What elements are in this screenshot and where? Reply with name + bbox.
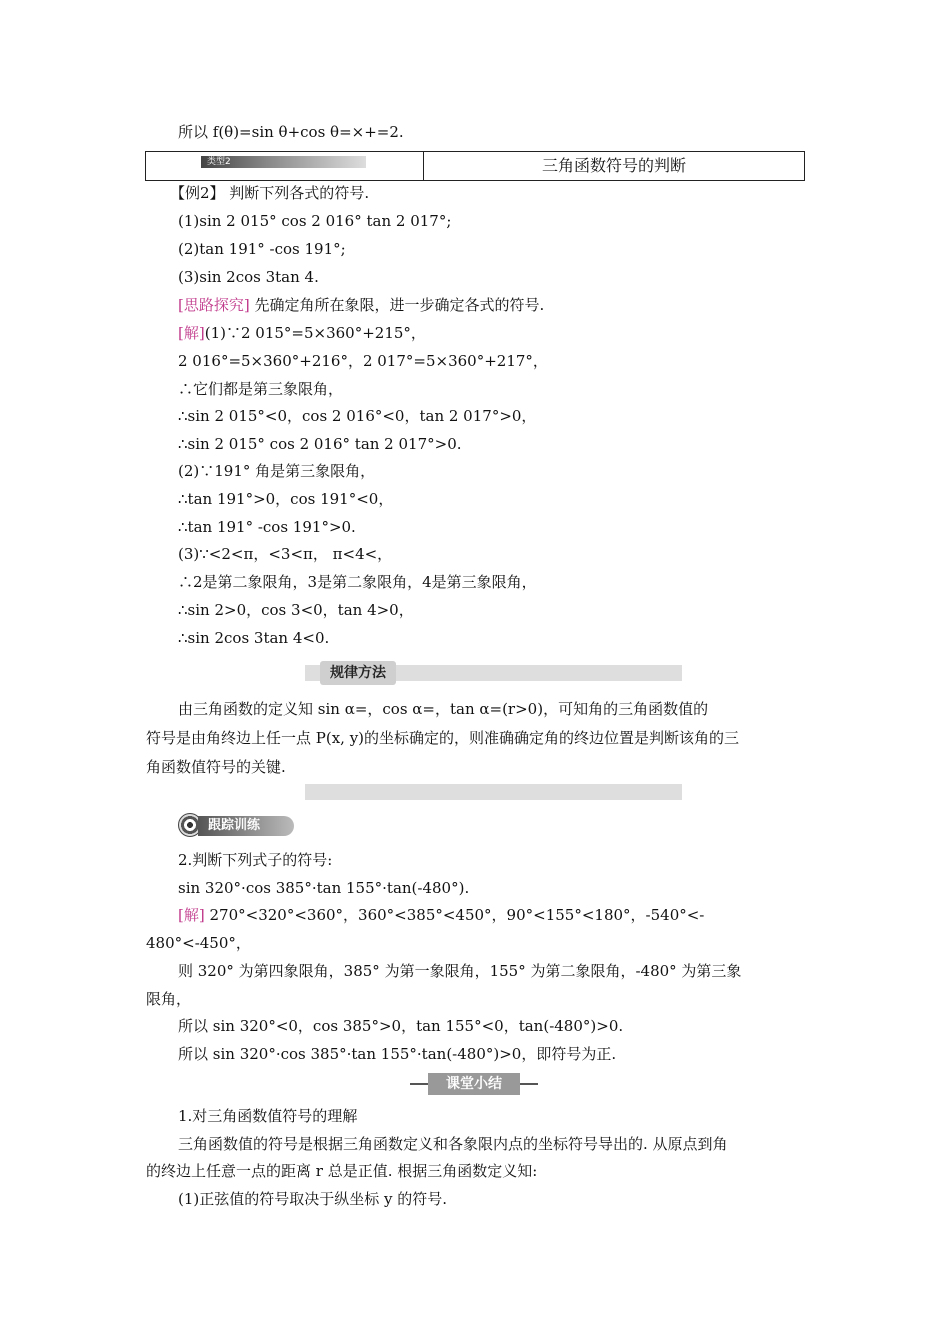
summary-line: 三角函数值的符号是根据三角函数定义和各象限内点的坐标符号导出的. 从原点到角 (178, 1135, 728, 1153)
tracking-label: 跟踪训练 (198, 816, 294, 836)
practice-solution-label: [解] (178, 906, 205, 924)
practice-line: 限角， (146, 990, 192, 1008)
practice-line: 480°<-450°， (146, 934, 251, 952)
method-text: 由三角函数的定义知 sin α=，cos α=，tan α=(r>0)，可知角的三角函数值的 (178, 700, 709, 718)
solution-line: (2)∵191° 角是第三象限角， (178, 462, 376, 480)
tracking-badge (178, 813, 296, 839)
example-item: (1)sin 2 015° cos 2 016° tan 2 017°; (178, 212, 452, 230)
type-tag: 类型2 (201, 156, 366, 168)
summary-line: 的终边上任意一点的距离 r 总是正值. 根据三角函数定义知: (146, 1162, 538, 1180)
summary-heading: 1.对三角函数值符号的理解 (178, 1107, 358, 1125)
hint-text: 先确定角所在象限，进一步确定各式的符号. (254, 296, 545, 314)
example-item: (3)sin 2cos 3tan 4. (178, 268, 319, 286)
example-header: 【例2】 判断下列各式的符号. (170, 184, 370, 202)
method-banner-label: 规律方法 (320, 661, 396, 685)
solution-line: ∴tan 191°>0，cos 191°<0， (178, 490, 394, 508)
example-item: (2)tan 191° -cos 191°; (178, 240, 346, 258)
practice-solution (178, 905, 704, 925)
type-box (145, 151, 805, 181)
top-line: 所以 f(θ)=sin θ+cos θ=×+=2. (178, 123, 404, 141)
solution-first: (1)∵2 015°=5×360°+215°， (204, 324, 426, 342)
solution-line: ∴sin 2 015°<0，cos 2 016°<0，tan 2 017°>0， (178, 407, 537, 425)
solution-line: ∴tan 191° -cos 191°>0. (178, 518, 356, 536)
solution-line: ∴sin 2cos 3tan 4<0. (178, 629, 330, 647)
practice-solution-first: 270°<320°<360°，360°<385°<450°，90°<155°<180°，-540°<- (209, 906, 705, 924)
practice-expression: sin 320°·cos 385°·tan 155°·tan(-480°). (178, 879, 470, 897)
practice-line: 则 320° 为第四象限角，385° 为第一象限角，155° 为第二象限角，-480° 为第三象 (178, 962, 742, 980)
practice-line: 所以 sin 320°·cos 385°·tan 155°·tan(-480°)>0，即符号为正. (178, 1045, 617, 1063)
solution-line: ∴2是第二象限角，3是第二象限角，4是第三象限角， (178, 573, 537, 591)
solution-line: 2 016°=5×360°+216°，2 017°=5×360°+217°， (178, 352, 548, 370)
solution-line: ∴sin 2 015° cos 2 016° tan 2 017°>0. (178, 435, 462, 453)
solution-line: ∴它们都是第三象限角， (178, 380, 344, 398)
solution-line: ∴sin 2>0，cos 3<0，tan 4>0， (178, 601, 414, 619)
method-text: 符号是由角终边上任一点 P(x, y)的坐标确定的，则准确确定角的终边位置是判断该角的三 (146, 729, 740, 747)
solution-label: [解] (178, 324, 205, 342)
practice-question: 2.判断下列式子的符号: (178, 851, 333, 869)
type-title: 三角函数符号的判断 (541, 156, 686, 175)
summary-line: (1)正弦值的符号取决于纵坐标 y 的符号. (178, 1190, 448, 1208)
solution-line (178, 323, 426, 343)
solution-line: (3)∵<2<π，<3<π， π<4<， (178, 545, 393, 563)
summary-banner (410, 1073, 538, 1095)
method-text: 角函数值符号的关键. (146, 758, 286, 776)
hint-label: [思路探究] (178, 296, 250, 314)
hint-line (178, 295, 544, 315)
practice-line: 所以 sin 320°<0，cos 385°>0，tan 155°<0，tan(-480°)>0. (178, 1017, 624, 1035)
summary-banner-label: 课堂小结 (428, 1073, 520, 1095)
method-end-bar (305, 784, 682, 800)
